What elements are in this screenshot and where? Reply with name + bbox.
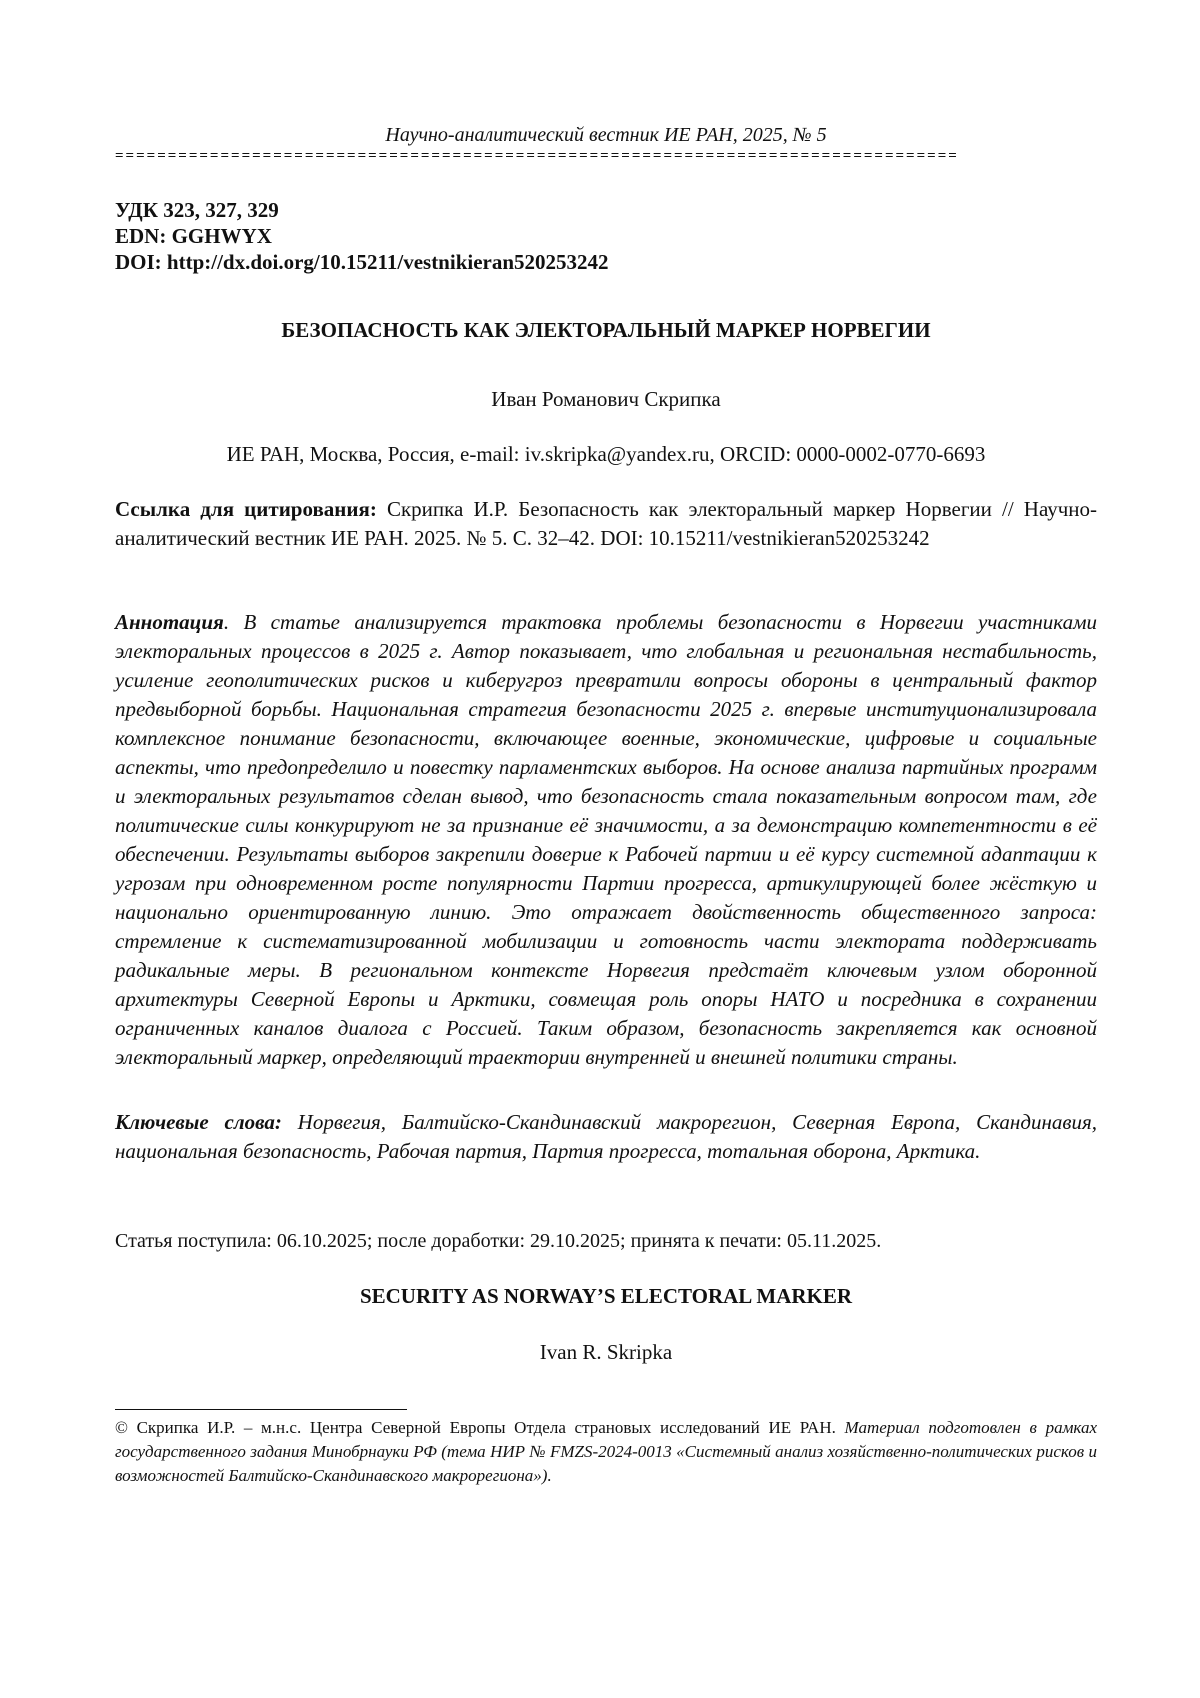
- footnote-author-note: © Скрипка И.Р. – м.н.с. Центра Северной Европы Отдела страновых исследований ИЕ РАН.: [115, 1418, 845, 1437]
- citation-text: Скрипка И.Р. Безопасность как электоральный маркер Норвегии // Научно-аналитический вестник ИЕ РАН. 2025. № 5. С. 32–42. DOI: 10.15211/vestnikieran520253242: [115, 497, 1098, 550]
- doi-link[interactable]: DOI: http://dx.doi.org/10.15211/vestnikieran520253242: [115, 250, 609, 274]
- abstract-text: . В статье анализируется трактовка проблемы безопасности в Норвегии участниками электоральных процессов в 2025 г. Автор показывает, что глобальная и региональная нестабильность, усиление геополитических рисков и киберугроз превратили вопросы обороны в центральный фактор предвыборной борьбы. Национальная стратегия безопасности 2025 г. впервые институционализировала комплексное понимание безопасности, включающее военные, экономические, цифровые и социальные аспекты, что предопределило и повестку парламентских выборов. На основе анализа партийных программ и электоральных результатов сделан вывод, что безопасность стала показательным вопросом там, где политические силы конкурируют не за признание её значимости, а за демонстрацию компетентности в её обеспечении. Результаты выборов закрепили доверие к Рабочей партии и её курсу системной адаптации к угрозам при одновременном росте популярности Партии прогресса, артикулирующей более жёсткую и национально ориентированную линию. Это отражает двойственность общественного запроса: стремление к систематизированной мобилизации и готовность части электората поддерживать радикальные меры. В региональном контексте Норвегия предстаёт ключевым узлом оборонной архитектуры Северной Европы и Арктики, совмещая роль опоры НАТО и посредника в сохранении ограниченных каналов диалога с Россией. Таким образом, безопасность закрепляется как основной электоральный маркер, определяющий траектории внутренней и внешней политики страны.: [115, 610, 1097, 1069]
- citation-block: [115, 495, 1097, 553]
- keywords-block: [115, 1108, 1097, 1166]
- citation-label: Ссылка для цитирования:: [115, 497, 377, 521]
- abstract-block: [115, 608, 1097, 1072]
- english-author: Ivan R. Skripka: [539, 1340, 673, 1364]
- header-separator: ================================================================================: [115, 148, 959, 164]
- footnote-divider: [115, 1409, 407, 1410]
- article-metadata: [115, 197, 609, 275]
- keywords-label: Ключевые слова:: [115, 1110, 282, 1134]
- keywords-text: Норвегия, Балтийско-Скандинавский макрорегион, Северная Европа, Скандинавия, национальная безопасность, Рабочая партия, Партия прогресса, тотальная оборона, Арктика.: [115, 1110, 1097, 1163]
- author-affiliation: ИЕ РАН, Москва, Россия, e-mail: iv.skripka@yandex.ru, ORCID: 0000-0002-0770-6693: [226, 442, 986, 466]
- footnote: [115, 1416, 1097, 1488]
- english-title: SECURITY AS NORWAY’S ELECTORAL MARKER: [359, 1284, 853, 1308]
- abstract-label: Аннотация: [115, 610, 224, 634]
- journal-header: Научно-аналитический вестник ИЕ РАН, 2025, № 5: [385, 124, 827, 146]
- author-name: Иван Романович Скрипка: [491, 387, 721, 411]
- udk-code: УДК 323, 327, 329: [115, 198, 279, 222]
- received-dates: Статья поступила: 06.10.2025; после доработки: 29.10.2025; принята к печати: 05.11.2025.: [115, 1230, 882, 1252]
- article-title: БЕЗОПАСНОСТЬ КАК ЭЛЕКТОРАЛЬНЫЙ МАРКЕР НОРВЕГИИ: [281, 318, 931, 342]
- edn-code: EDN: GGHWYX: [115, 224, 272, 248]
- footnote-funding-note: Материал подготовлен в рамках государственного задания Минобрнауки РФ (тема НИР № FMZS-2024-0013 «Системный анализ хозяйственно-политических рисков и возможностей Балтийско-Скандинавского макрорегиона»).: [115, 1418, 1097, 1485]
